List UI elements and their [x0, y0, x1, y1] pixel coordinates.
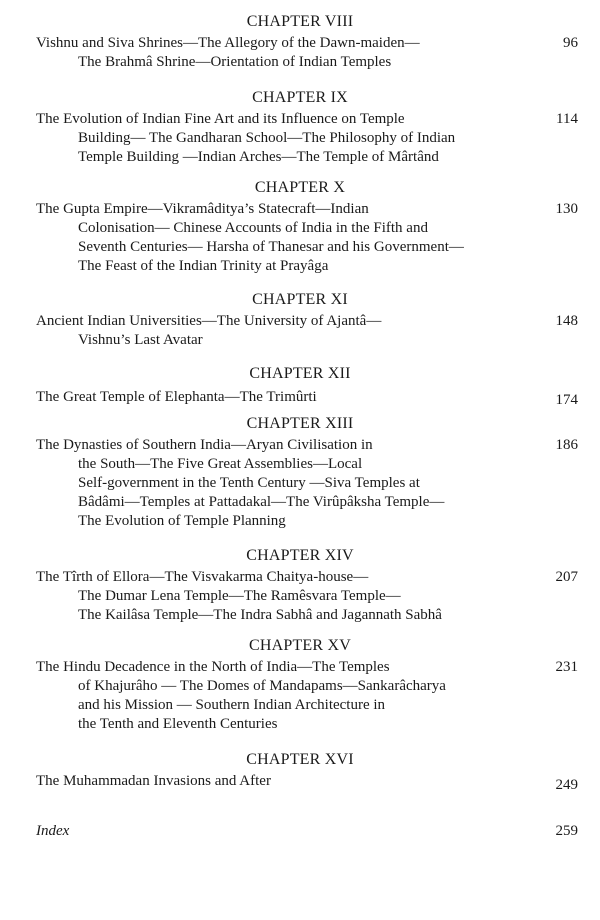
entry-line: The Evolution of Temple Planning	[78, 513, 286, 529]
page-number: 249	[555, 777, 578, 793]
entry-line: The Great Temple of Elephanta—The Trimûrti	[36, 389, 317, 405]
chapter-heading: CHAPTER XII	[249, 365, 351, 382]
entry-line: The Evolution of Indian Fine Art and its Influence on Temple	[36, 111, 405, 127]
chapter-heading: CHAPTER XV	[248, 637, 351, 654]
page-number: 207	[555, 569, 578, 585]
entry-line: The Gupta Empire—Vikramâditya’s Statecraft—Indian	[36, 201, 369, 217]
chapter-xiii	[0, 414, 600, 531]
page-number: 231	[555, 659, 578, 675]
index-label: Index	[36, 823, 70, 839]
entry-line: Vishnu and Siva Shrines—The Allegory of the Dawn-maiden—	[36, 35, 420, 51]
entry-line: the Tenth and Eleventh Centuries	[78, 716, 278, 732]
page-number: 96	[563, 35, 578, 51]
toc-entry	[0, 568, 600, 625]
entry-line: Bâdâmi—Temples at Pattadakal—The Virûpâksha Temple—	[78, 494, 445, 510]
entry-line: The Dumar Lena Temple—The Ramêsvara Temple—	[78, 588, 401, 604]
toc-entry	[0, 772, 600, 791]
chapter-heading: CHAPTER XI	[252, 291, 348, 308]
entry-line: and his Mission — Southern Indian Architecture in	[78, 697, 386, 713]
page-number: 114	[556, 111, 578, 127]
entry-line: The Feast of the Indian Trinity at Prayâga	[78, 258, 329, 274]
entry-line: the South—The Five Great Assemblies—Local	[78, 456, 363, 472]
entry-line: Ancient Indian Universities—The University of Ajantâ—	[36, 313, 382, 329]
chapter-x	[0, 178, 600, 276]
page-number: 174	[555, 392, 578, 408]
chapter-heading: CHAPTER XIV	[246, 547, 354, 564]
entry-line: Temple Building —Indian Arches—The Temple of Mârtând	[78, 149, 439, 165]
toc-entry	[0, 200, 600, 276]
chapter-viii	[0, 12, 600, 72]
toc-entry	[0, 110, 600, 167]
chapter-heading: CHAPTER XIII	[246, 415, 354, 432]
chapter-xvi	[0, 750, 600, 791]
entry-line: The Kailâsa Temple—The Indra Sabhâ and Jagannath Sabhâ	[78, 607, 442, 623]
chapter-heading: CHAPTER XVI	[246, 751, 354, 768]
entry-line: The Hindu Decadence in the North of India—The Temples	[36, 659, 390, 675]
entry-line: Seventh Centuries— Harsha of Thanesar and his Government—	[78, 239, 464, 255]
page-number: 148	[555, 313, 578, 329]
page-number: 130	[555, 201, 578, 217]
entry-line: of Khajurâho — The Domes of Mandapams—Sankarâcharya	[78, 678, 446, 694]
chapter-heading: CHAPTER IX	[252, 89, 348, 106]
chapter-heading: CHAPTER VIII	[246, 13, 354, 30]
toc-entry	[0, 34, 600, 72]
chapter-xi	[0, 290, 600, 350]
entry-line: Vishnu’s Last Avatar	[78, 332, 203, 348]
chapter-ix	[0, 88, 600, 167]
chapter-xiv	[0, 546, 600, 625]
entry-line: The Tîrth of Ellora—The Visvakarma Chaitya-house—	[36, 569, 369, 585]
chapter-xv	[0, 636, 600, 734]
entry-line: Self-government in the Tenth Century —Siva Temples at	[78, 475, 420, 491]
entry-line: The Muhammadan Invasions and After	[36, 773, 271, 789]
page-number: 186	[555, 437, 578, 453]
toc-entry	[0, 436, 600, 531]
chapter-xii	[0, 364, 600, 407]
entry-line: Building— The Gandharan School—The Philosophy of Indian	[78, 130, 456, 146]
entry-line: Colonisation— Chinese Accounts of India in the Fifth and	[78, 220, 428, 236]
page-number: 259	[555, 823, 578, 839]
entry-line: The Dynasties of Southern India—Aryan Civilisation in	[36, 437, 373, 453]
toc-entry	[0, 312, 600, 350]
chapter-heading: CHAPTER X	[254, 179, 346, 196]
entry-line: The Brahmâ Shrine—Orientation of Indian Temples	[78, 54, 392, 70]
toc-entry	[0, 658, 600, 734]
toc-entry	[0, 388, 600, 407]
